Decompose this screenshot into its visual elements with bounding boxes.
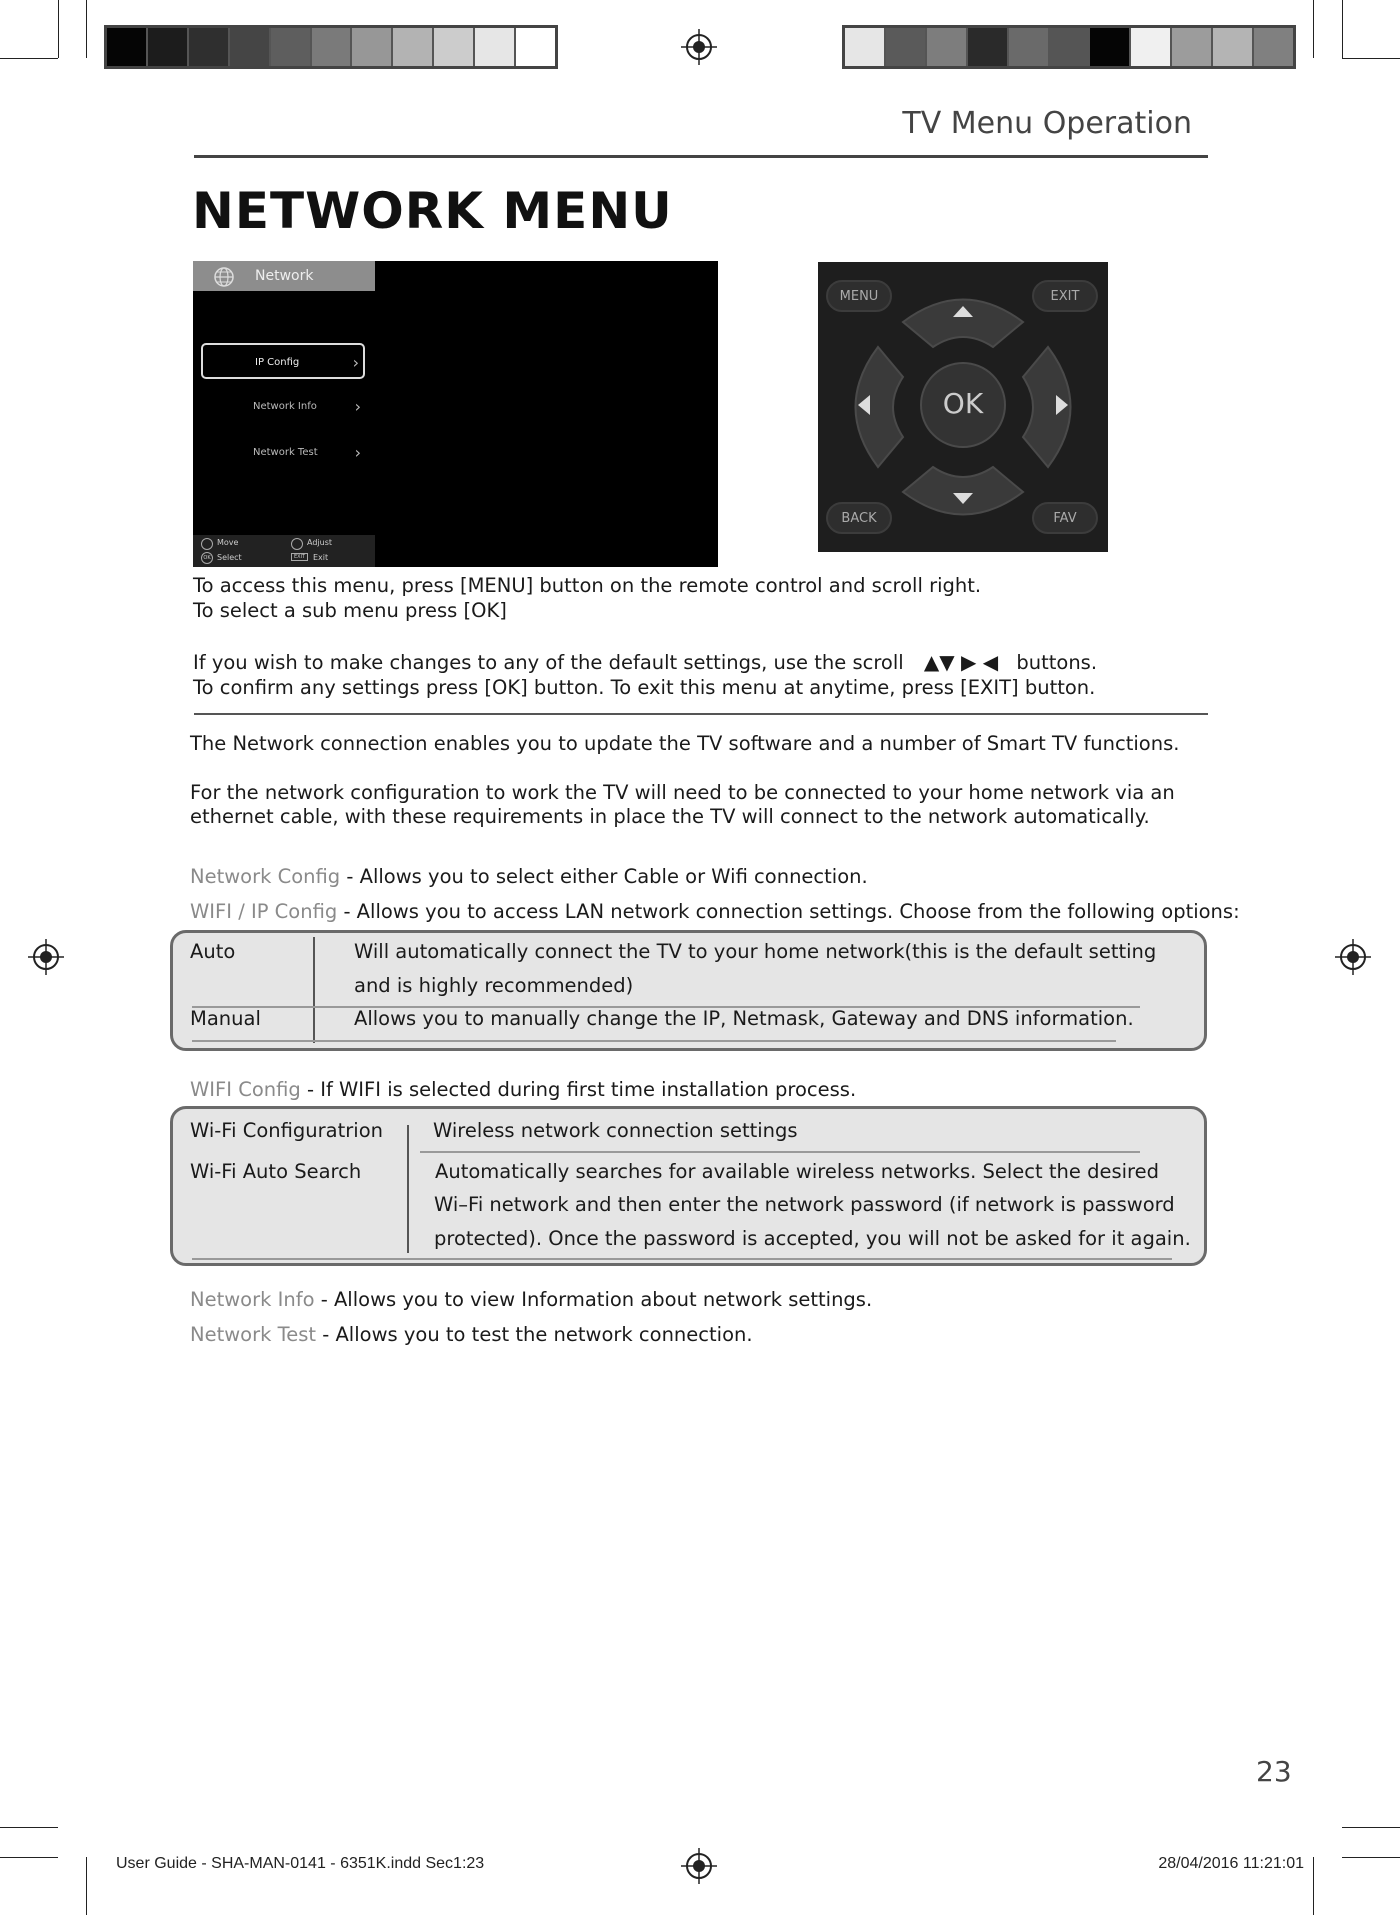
crop-mark (0, 1827, 58, 1828)
network-config-definition (190, 864, 868, 889)
registration-mark-icon (28, 939, 64, 975)
definition-text: - Allows you to view Information about network settings. (314, 1288, 873, 1311)
crop-mark (86, 0, 87, 58)
definition-term: Network Info (190, 1288, 315, 1311)
chevron-right-icon: › (354, 443, 361, 462)
tv-menu-item-label: IP Config (255, 357, 300, 368)
crop-mark (0, 1857, 58, 1858)
network-info-definition (190, 1287, 872, 1312)
instruction-text: buttons. (1016, 651, 1098, 674)
definition-term: WIFI Config (190, 1078, 301, 1101)
remote-ok-button: OK (942, 387, 984, 420)
table-row-divider (192, 1040, 1116, 1042)
remote-exit-button: EXIT (1032, 280, 1098, 312)
table-option-cell: Auto (190, 940, 236, 963)
tv-menu-item-label: Network Info (253, 401, 317, 412)
table-desc-cell: and is highly recommended) (354, 974, 634, 997)
header-divider (194, 155, 1208, 158)
move-icon (201, 538, 213, 550)
definition-term: Network Config (190, 865, 341, 888)
table-row-divider (420, 1151, 1140, 1153)
tv-menu-title: Network (255, 268, 314, 284)
exit-key-icon: EXIT (291, 553, 308, 561)
crop-mark (58, 0, 59, 58)
remote-menu-button: MENU (826, 280, 892, 312)
remote-back-button: BACK (826, 502, 892, 534)
table-option-cell: Wi-Fi Configuratrion (190, 1119, 383, 1142)
table-desc-cell: Wi–Fi network and then enter the network password (if network is password (434, 1193, 1175, 1216)
table-row-divider (192, 1258, 1172, 1260)
tv-menu-item-network-test (201, 435, 365, 471)
definition-text: - Allows you to select either Cable or Wifi connection. (340, 865, 868, 888)
definition-text: - Allows you to test the network connection. (316, 1323, 753, 1346)
globe-icon (213, 266, 235, 288)
page-title: NETWORK MENU (192, 182, 673, 240)
tv-menu-screenshot (193, 261, 718, 567)
tv-menu-footer (193, 535, 375, 567)
grayscale-calibration-strip-left (104, 25, 558, 69)
intro-paragraph: ethernet cable, with these requirements in place the TV will connect to the network automatically. (190, 805, 1150, 828)
registration-mark-icon (681, 29, 717, 65)
crop-mark (86, 1857, 87, 1915)
table-desc-cell: Allows you to manually change the IP, Netmask, Gateway and DNS information. (354, 1007, 1134, 1030)
table-desc-cell: protected). Once the password is accepted, you will not be asked for it again. (434, 1227, 1191, 1250)
instruction-line: To access this menu, press [MENU] button on the remote control and scroll right. (193, 574, 982, 597)
definition-text: - Allows you to access LAN network connection settings. Choose from the following options: (337, 900, 1240, 923)
registration-mark-icon (1335, 939, 1371, 975)
print-footer-timestamp: 28/04/2016 11:21:01 (1158, 1855, 1304, 1872)
footer-adjust-label: Adjust (307, 538, 333, 547)
tv-menu-header (193, 261, 375, 291)
crop-mark (1342, 58, 1400, 59)
table-desc-cell: Wireless network connection settings (433, 1119, 798, 1142)
intro-paragraph: The Network connection enables you to update the TV software and a number of Smart TV functions. (190, 732, 1180, 755)
section-divider (194, 713, 1208, 715)
crop-mark (1342, 0, 1343, 58)
crop-mark (1342, 1827, 1400, 1828)
wifi-ip-config-definition (190, 899, 1240, 924)
instruction-line (193, 650, 1097, 675)
instruction-line: To select a sub menu press [OK] (193, 599, 507, 622)
footer-move-label: Move (217, 538, 239, 547)
tv-menu-item-label: Network Test (253, 447, 318, 458)
instruction-line: To confirm any settings press [OK] button. To exit this menu at anytime, press [EXIT] button. (193, 676, 1096, 699)
crop-mark (0, 58, 58, 59)
adjust-icon (291, 538, 303, 550)
remote-fav-button: FAV (1032, 502, 1098, 534)
wifi-config-definition (190, 1077, 856, 1102)
table-desc-cell: Automatically searches for available wireless networks. Select the desired (435, 1160, 1159, 1183)
section-header-title: TV Menu Operation (902, 106, 1192, 141)
registration-mark-icon (681, 1848, 717, 1884)
tv-menu-item-ip-config (201, 343, 365, 379)
intro-paragraph: For the network configuration to work the TV will need to be connected to your home network via an (190, 781, 1175, 804)
definition-term: WIFI / IP Config (190, 900, 338, 923)
crop-mark (1313, 0, 1314, 58)
chevron-right-icon: › (352, 353, 359, 372)
table-option-cell: Manual (190, 1007, 261, 1030)
table-column-divider (313, 937, 315, 1043)
network-test-definition (190, 1322, 753, 1347)
definition-text: - If WIFI is selected during first time installation process. (300, 1078, 857, 1101)
ok-key-icon: OK (201, 552, 213, 564)
table-column-divider (407, 1125, 409, 1253)
crop-mark (1313, 1857, 1314, 1915)
scroll-arrows-icon: ▲▼ ▶ ◀ (923, 650, 999, 674)
definition-term: Network Test (190, 1323, 317, 1346)
color-calibration-strip-right (842, 25, 1296, 69)
chevron-right-icon: › (354, 397, 361, 416)
instruction-text: If you wish to make changes to any of the default settings, use the scroll (193, 651, 904, 674)
print-footer-file-info: User Guide - SHA-MAN-0141 - 6351K.indd Sec1:23 (116, 1855, 485, 1872)
table-desc-cell: Will automatically connect the TV to your home network(this is the default setting (354, 940, 1157, 963)
tv-menu-item-network-info (201, 389, 365, 425)
remote-control-picture (818, 262, 1108, 552)
table-option-cell: Wi-Fi Auto Search (190, 1160, 362, 1183)
crop-mark (1342, 1857, 1400, 1858)
footer-select-label: Select (217, 553, 242, 562)
footer-exit-label: Exit (313, 553, 329, 562)
page-number: 23 (1256, 1755, 1292, 1788)
